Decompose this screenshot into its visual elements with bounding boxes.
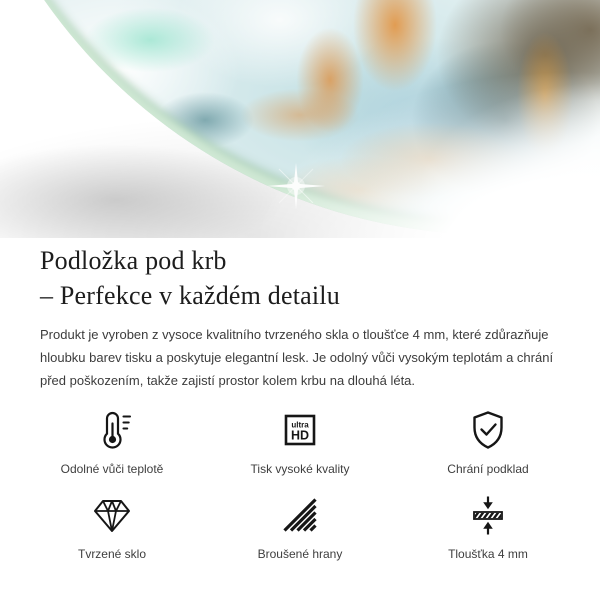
feature-label: Broušené hrany [257, 547, 343, 561]
page-title-line-2: – Perfekce v každém detailu [40, 281, 340, 310]
feature-label: Odolné vůči teplotě [60, 462, 164, 476]
features-grid [18, 408, 582, 562]
feature-thickness [394, 493, 582, 562]
page-title-line-1: Podložka pod krb [40, 246, 227, 275]
shield-check-icon [466, 408, 510, 452]
page-title [40, 243, 560, 313]
ultra-hd-icon [278, 408, 322, 452]
feature-tempered-glass [18, 493, 206, 562]
product-info-section [0, 243, 600, 392]
feature-label: Tloušťka 4 mm [448, 547, 528, 561]
diamond-icon [90, 493, 134, 537]
feature-polished-edges [206, 493, 394, 562]
feature-label: Chrání podklad [447, 462, 529, 476]
feature-label: Tvrzené sklo [77, 547, 147, 561]
feature-label: Tisk vysoké kvality [250, 462, 350, 476]
thermometer-icon [90, 408, 134, 452]
thickness-icon [466, 493, 510, 537]
beveled-edges-icon [278, 493, 322, 537]
feature-print-quality [206, 408, 394, 477]
feature-heat-resistant [18, 408, 206, 477]
feature-protects-floor [394, 408, 582, 477]
hero-product-image [0, 0, 600, 238]
ultra-text: ultra [291, 420, 309, 430]
product-description: Produkt je vyroben z vysoce kvalitního tvrzeného skla o tloušťce 4 mm, které zdůrazňuje hloubku barev tisku a poskytuje elegantní lesk. Je odolný vůči vysokým teplotám a chrání před poškozením, takže zajistí prostor kolem krbu na dlouhá léta. [40, 327, 554, 388]
hd-text: HD [290, 428, 310, 443]
sparkle-flare-icon [264, 154, 328, 218]
